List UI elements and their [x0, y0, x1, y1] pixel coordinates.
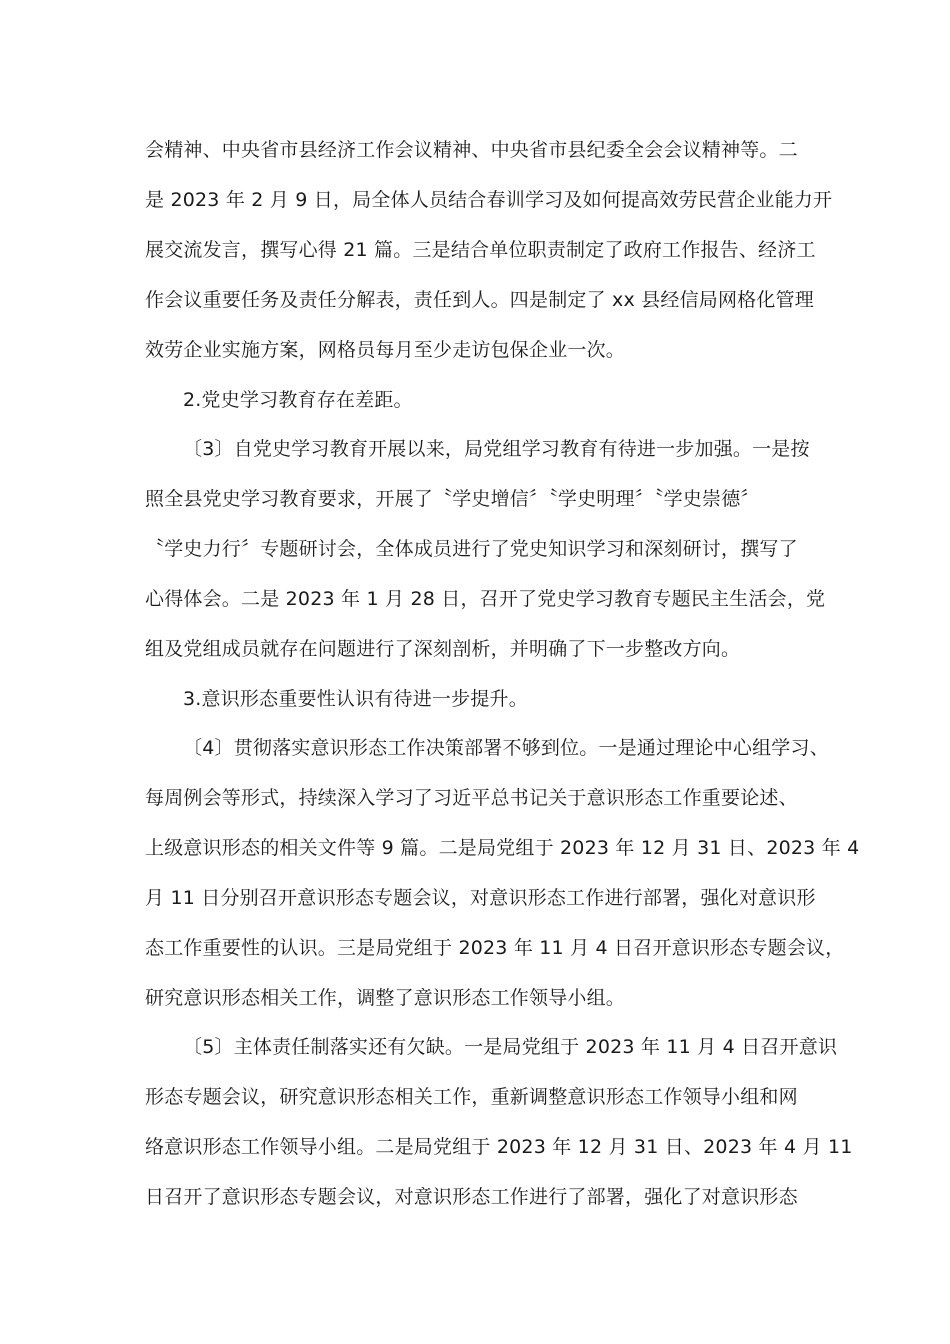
paragraph-line: 形态专题会议，研究意识形态相关工作，重新调整意识形态工作领导小组和网 [145, 1086, 798, 1108]
paragraph-line: 日召开了意识形态专题会议，对意识形态工作进行了部署，强化了对意识形态 [145, 1186, 798, 1208]
paragraph-line: 〔3〕自党史学习教育开展以来，局党组学习教育有待进一步加强。一是按 [183, 438, 810, 460]
paragraph-line: 组及党组成员就存在问题进行了深刻剖析，并明确了下一步整改方向。 [145, 638, 741, 660]
paragraph-line: 照全县党史学习教育要求，开展了〝学史增信〞〝学史明理〞〝学史崇德〞 [145, 488, 760, 510]
paragraph-line: 心得体会。二是 2023 年 1 月 28 日，召开了党史学习教育专题民主生活会，党 [145, 588, 826, 610]
section-heading: 2.党史学习教育存在差距。 [183, 389, 413, 411]
paragraph-line: 是 2023 年 2 月 9 日，局全体人员结合春训学习及如何提高效劳民营企业能力开 [145, 189, 833, 211]
paragraph-line: 络意识形态工作领导小组。二是局党组于 2023 年 12 月 31 日、2023 年 4 月 11 [145, 1136, 853, 1158]
paragraph-line: 研究意识形态相关工作，调整了意识形态工作领导小组。 [145, 987, 626, 1009]
paragraph-line: 每周例会等形式，持续深入学习了习近平总书记关于意识形态工作重要论述、 [145, 787, 798, 809]
paragraph-line: 效劳企业实施方案，网格员每月至少走访包保企业一次。 [145, 339, 626, 361]
paragraph-line: 作会议重要任务及责任分解表，责任到人。四是制定了 xx 县经信局网格化管理 [145, 289, 814, 311]
paragraph-line: 态工作重要性的认识。三是局党组于 2023 年 11 月 4 日召开意识形态专题会议， [145, 937, 845, 959]
paragraph-line: 上级意识形态的相关文件等 9 篇。二是局党组于 2023 年 12 月 31 日、2023 年 4 [145, 837, 860, 859]
paragraph-line: 〔4〕贯彻落实意识形态工作决策部署不够到位。一是通过理论中心组学习、 [183, 737, 829, 759]
paragraph-line: 会精神、中央省市县经济工作会议精神、中央省市县纪委全会会议精神等。二 [145, 139, 798, 161]
section-heading: 3.意识形态重要性认识有待进一步提升。 [183, 688, 528, 710]
paragraph-line: 月 11 日分别召开意识形态专题会议，对意识形态工作进行部署，强化对意识形 [145, 887, 816, 909]
paragraph-line: 〔5〕主体责任制落实还有欠缺。一是局党组于 2023 年 11 月 4 日召开意识 [183, 1036, 838, 1058]
paragraph-line: 展交流发言，撰写心得 21 篇。三是结合单位职责制定了政府工作报告、经济工 [145, 239, 816, 261]
paragraph-line: 〝学史力行〞专题研讨会，全体成员进行了党史知识学习和深刻研讨，撰写了 [145, 538, 798, 560]
